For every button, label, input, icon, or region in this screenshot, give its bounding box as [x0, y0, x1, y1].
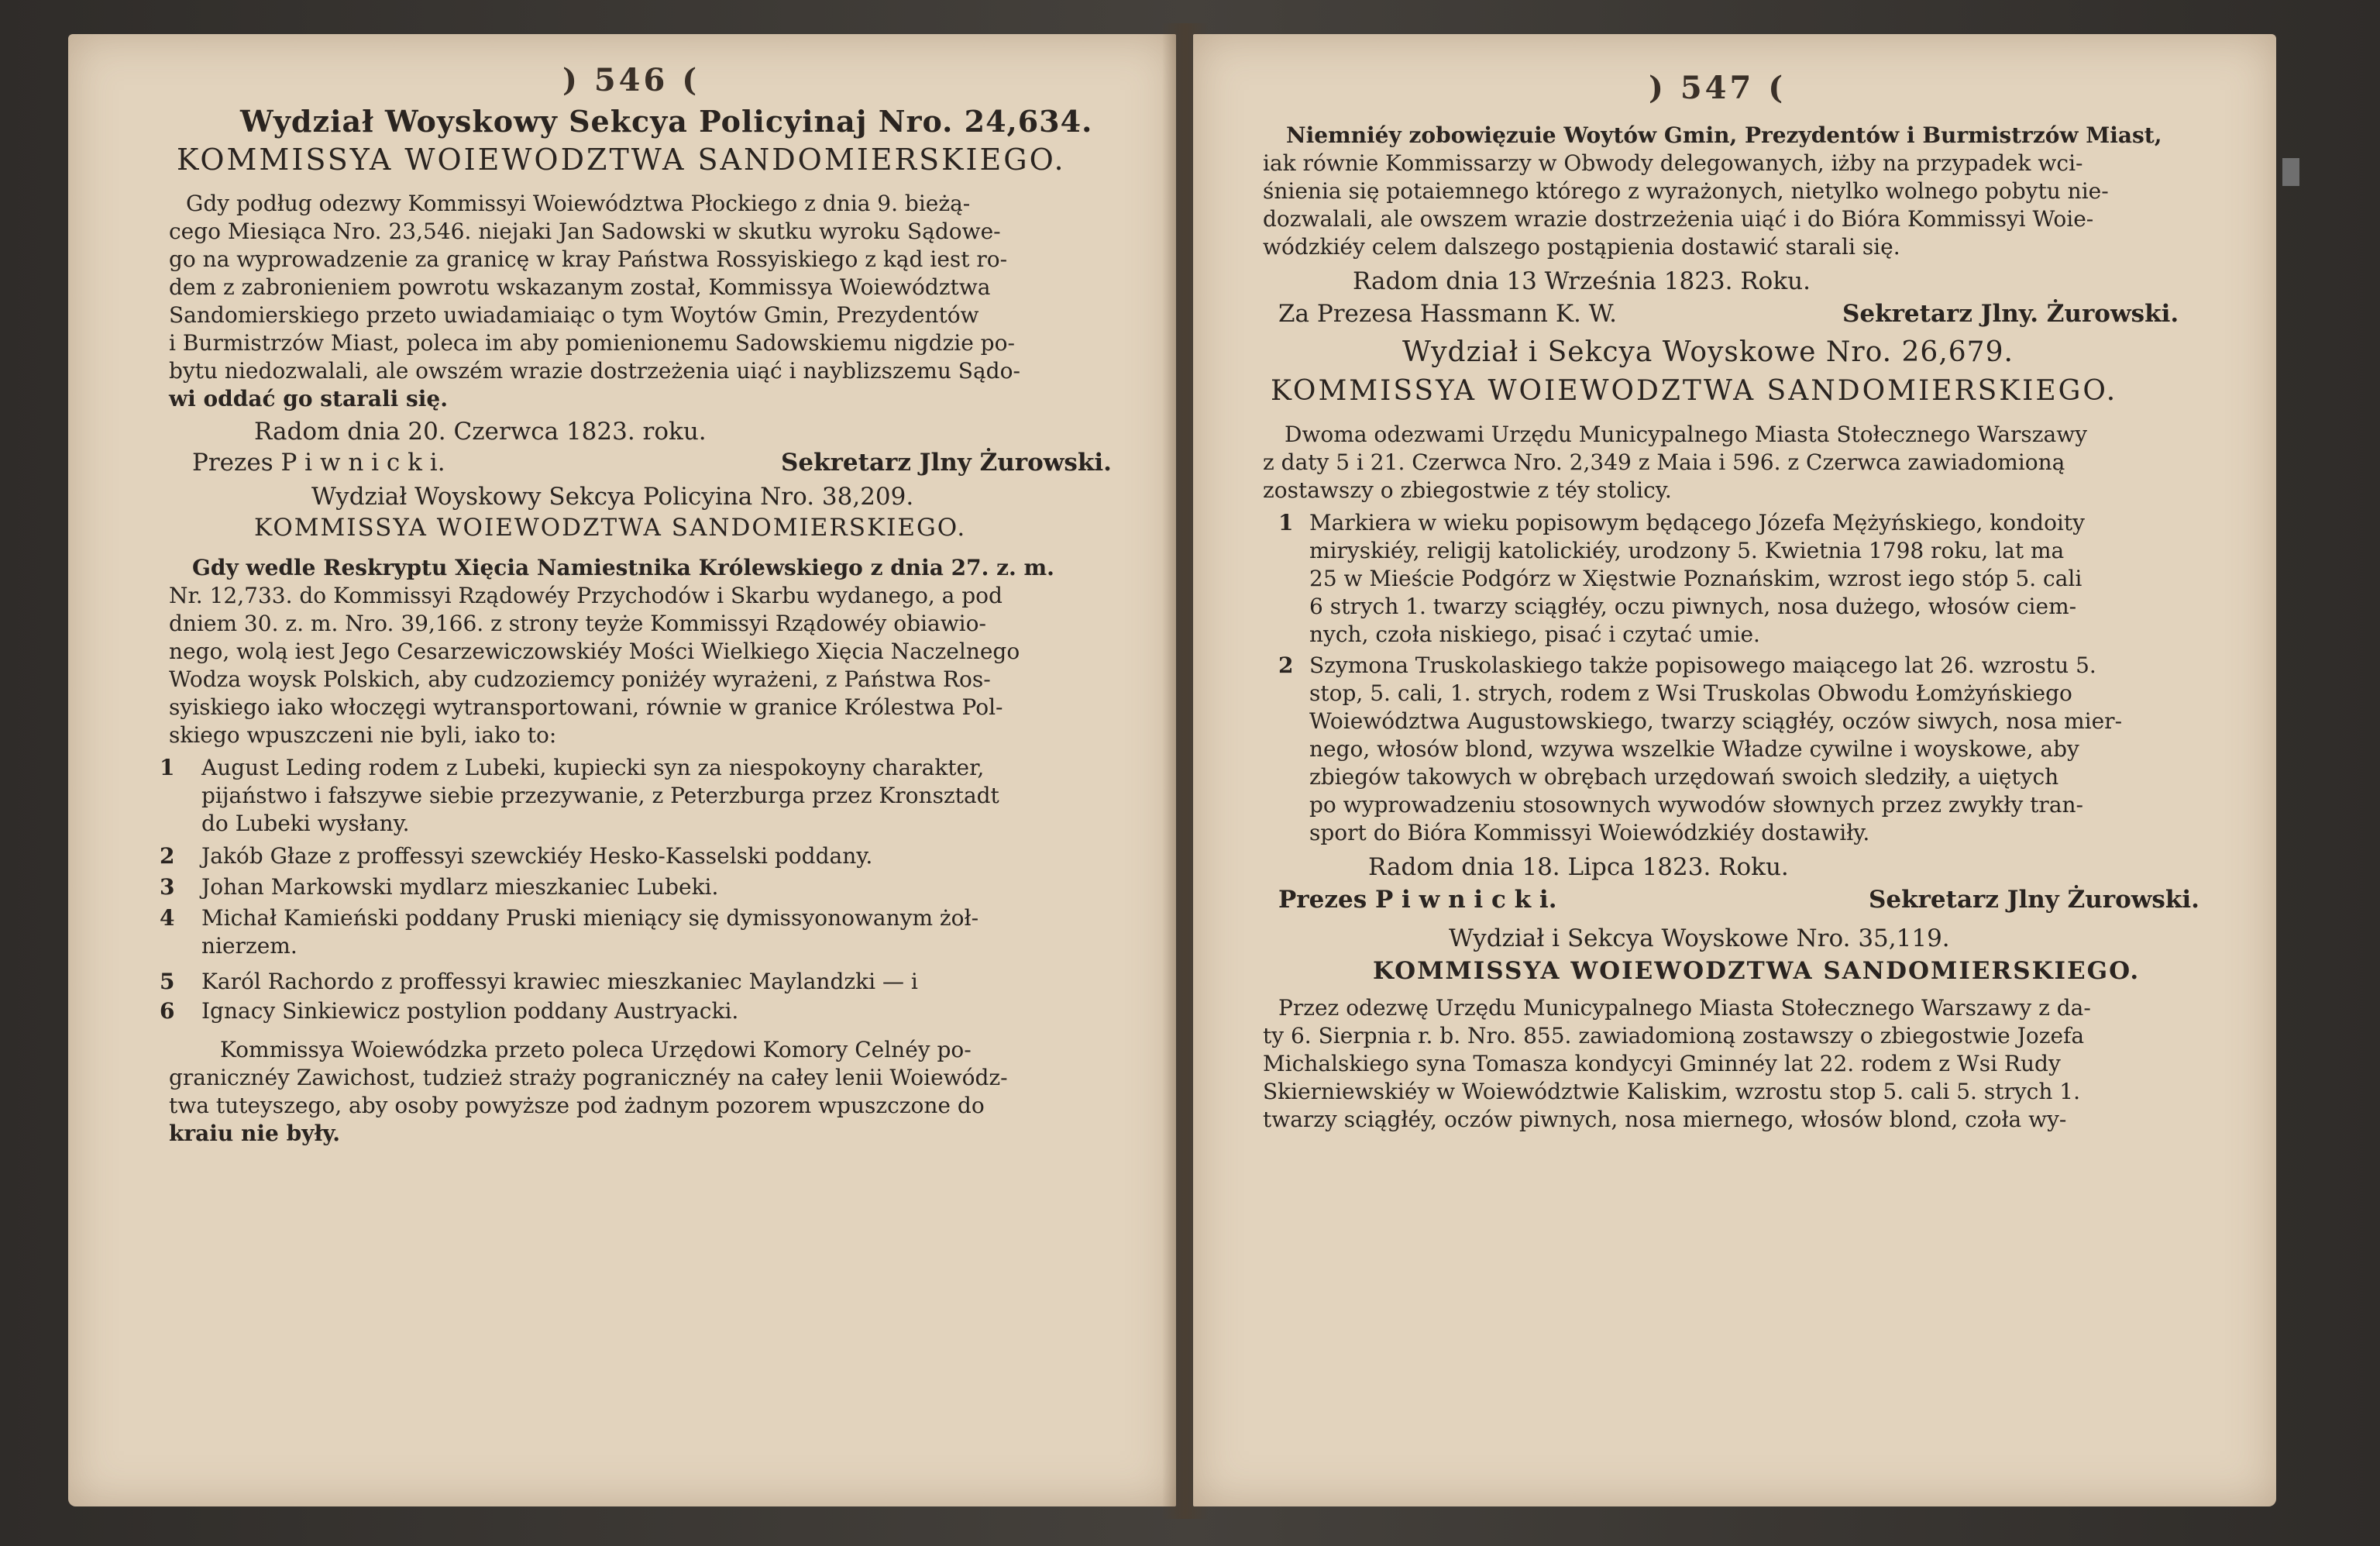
continuation-line: wódzkiéy celem dalszego postąpienia dostawić starali się.: [1263, 234, 1900, 260]
list-item: 6 strych 1. twarzy sciągłéy, oczu piwnych, nosa dużego, włosów ciem-: [1309, 594, 2077, 619]
continuation-line: Niemniéy zobowięzuie Woytów Gmin, Prezydentów i Burmistrzów Miast,: [1286, 122, 2162, 148]
continuation-line: śnienia się potaiemnego którego z wyrażonych, nietylko wolnego pobytu nie-: [1263, 178, 2109, 204]
notice1-commission: KOMMISSYA WOIEWODZTWA SANDOMIERSKIEGO.: [177, 143, 1066, 177]
list-item-number: 1: [160, 755, 175, 780]
notice3-date: Radom dnia 18. Lipca 1823. Roku.: [1368, 853, 1789, 881]
list-item-number: 4: [160, 905, 175, 931]
list-item: Johan Markowski mydlarz mieszkaniec Lubeki.: [201, 874, 719, 900]
continuation-line: iak równie Kommissarzy w Obwody delegowanych, iżby na przypadek wci-: [1263, 150, 2083, 176]
list-item: Jakób Głaze z proffessyi szewckiéy Hesko-Kasselski poddany.: [201, 843, 873, 869]
page-number-left: ) 546 (: [562, 62, 700, 98]
list-item: Michał Kamieński poddany Pruski mieniący się dymissyonowanym żoł-: [201, 905, 979, 931]
notice3-title: Wydział i Sekcya Woyskowe Nro. 26,679.: [1402, 336, 2014, 368]
notice1-line: Sandomierskiego przeto uwiadamiaiąc o tym Woytów Gmin, Prezydentów: [169, 302, 979, 328]
date-1: Radom dnia 13 Września 1823. Roku.: [1353, 267, 1811, 295]
notice2-closing-line: granicznéy Zawichost, tudzież straży pogranicznéy na całey lenii Woiewódz-: [169, 1065, 1008, 1090]
notice2-line: syiskiego iako włoczęgi wytransportowani, równie w granice Królestwa Pol-: [169, 694, 1003, 720]
list-item: po wyprowadzeniu stosownych wywodów słownych przez zwykły tran-: [1309, 792, 2084, 818]
notice4-line: twarzy sciągłéy, oczów piwnych, nosa miernego, włosów blond, czoła wy-: [1263, 1107, 2067, 1132]
notice2-closing-line: twa tuteyszego, aby osoby powyższe pod żadnym pozorem wpuszczone do: [169, 1093, 985, 1118]
list-item: stop, 5. cali, 1. strych, rodem z Wsi Truskolas Obwodu Łomżyńskiego: [1309, 680, 2072, 706]
notice3-line: zostawszy o zbiegostwie z téy stolicy.: [1263, 477, 1672, 503]
list-item: 25 w Mieście Podgórz w Xięstwie Poznańskim, wzrost iego stóp 5. cali: [1309, 566, 2082, 591]
notice2-closing-line: kraiu nie były.: [169, 1121, 341, 1146]
notice2-closing-line: Kommissya Woiewódzka przeto poleca Urzędowi Komory Celnéy po-: [220, 1037, 972, 1062]
list-item: miryskiéy, religij katolickiéy, urodzony 5. Kwietnia 1798 roku, lat ma: [1309, 538, 2065, 563]
notice2-line: nego, wolą iest Jego Cesarzewiczowskiéy Mości Wielkiego Xięcia Naczelnego: [169, 639, 1020, 664]
list-item: sport do Bióra Kommissyi Woiewódzkiéy dostawiły.: [1309, 820, 1870, 845]
list-item: nego, włosów blond, wzywa wszelkie Władze cywilne i woyskowe, aby: [1309, 736, 2079, 762]
notice2-line: Wodza woysk Polskich, aby cudzoziemcy poniżéy wyrażeni, z Państwa Ros-: [169, 666, 991, 692]
notice4-line: ty 6. Sierpnia r. b. Nro. 855. zawiadomioną zostawszy o zbiegostwie Jozefa: [1263, 1023, 2085, 1048]
list-item: Markiera w wieku popisowym będącego Józefa Mężyńskiego, kondoity: [1309, 510, 2085, 535]
notice1-line: bytu niedozwalali, ale owszém wrazie dostrzeżenia uiąć i nayblizszemu Sądo-: [169, 358, 1020, 384]
notice1-line: cego Miesiąca Nro. 23,546. niejaki Jan Sadowski w skutku wyroku Sądowe-: [169, 219, 1001, 244]
list-item-number: 2: [1278, 652, 1294, 678]
notice1-signature-secretary: Sekretarz Jlny Żurowski.: [781, 449, 1112, 477]
notice2-title: Wydział Woyskowy Sekcya Policyina Nro. 38,209.: [311, 483, 914, 511]
right-page: [1193, 34, 2276, 1506]
notice1-signature-president: Prezes P i w n i c k i.: [192, 449, 445, 477]
notice2-line: skiego wpuszczeni nie byli, iako to:: [169, 722, 557, 748]
notice1-line: dem z zabronieniem powrotu wskazanym został, Kommissya Woiewództwa: [169, 274, 991, 300]
notice3-line: Dwoma odezwami Urzędu Municypalnego Miasta Stołecznego Warszawy: [1285, 422, 2088, 447]
notice3-signature-secretary: Sekretarz Jlny Żurowski.: [1869, 886, 2199, 914]
list-item: pijaństwo i fałszywe siebie przezywanie, z Peterzburga przez Kronsztadt: [201, 783, 999, 808]
list-item: nierzem.: [201, 933, 298, 959]
list-item: nych, czoła niskiego, pisać i czytać umie.: [1309, 621, 1760, 647]
list-item: Szymona Truskolaskiego także popisowego maiącego lat 26. wzrostu 5.: [1309, 652, 2096, 678]
list-item-number: 6: [160, 998, 175, 1024]
list-item-number: 2: [160, 843, 175, 869]
notice2-line: Nr. 12,733. do Kommissyi Rządowéy Przychodów i Skarbu wydanego, a pod: [169, 583, 1003, 608]
notice4-line: Skierniewskiéy w Woiewództwie Kaliskim, wzrostu stop 5. cali 5. strych 1.: [1263, 1079, 2080, 1104]
notice4-title: Wydział i Sekcya Woyskowe Nro. 35,119.: [1449, 925, 1950, 952]
page-number-right: ) 547 (: [1649, 70, 1787, 106]
notice4-line: Przez odezwę Urzędu Municypalnego Miasta Stołecznego Warszawy z da-: [1278, 995, 2091, 1021]
notice3-signature-president: Prezes P i w n i c k i.: [1278, 886, 1557, 914]
notice1-title: Wydział Woyskowy Sekcya Policyinaj Nro. 24,634.: [240, 104, 1093, 139]
list-item: Karól Rachordo z proffessyi krawiec mieszkaniec Maylandzki — i: [201, 969, 918, 994]
left-page: [68, 34, 1176, 1506]
list-item: zbiegów takowych w obrębach urzędowań swoich sledziły, a uiętych: [1309, 764, 2059, 790]
notice4-line: Michalskiego syna Tomasza kondycyi Gminnéy lat 22. rodem z Wsi Rudy: [1263, 1051, 2061, 1076]
list-item-number: 1: [1278, 510, 1294, 535]
signature-secretary-1: Sekretarz Jlny. Żurowski.: [1842, 300, 2179, 328]
list-item: Ignacy Sinkiewicz postylion poddany Austryacki.: [201, 998, 739, 1024]
list-item: do Lubeki wysłany.: [201, 811, 410, 836]
list-item: August Leding rodem z Lubeki, kupiecki syn za niespokoyny charakter,: [201, 755, 985, 780]
notice1-date: Radom dnia 20. Czerwca 1823. roku.: [254, 418, 707, 446]
notice1-line: Gdy podług odezwy Kommissyi Woiewództwa Płockiego z dnia 9. bieżą-: [186, 191, 971, 216]
notice2-line: dniem 30. z. m. Nro. 39,166. z strony teyże Kommissyi Rządowéy obiawio-: [169, 611, 986, 636]
notice1-line: i Burmistrzów Miast, poleca im aby pomienionemu Sadowskiemu nigdzie po-: [169, 330, 1015, 356]
notice1-line: go na wyprowadzenie za granicę w kray Państwa Rossyiskiego z kąd iest ro-: [169, 246, 1008, 272]
notice4-commission: KOMMISSYA WOIEWODZTWA SANDOMIERSKIEGO.: [1373, 957, 2141, 985]
list-item-number: 5: [160, 969, 175, 994]
page-tab-marker: [2282, 158, 2299, 186]
signature-deputy: Za Prezesa Hassmann K. W.: [1278, 300, 1617, 328]
notice2-line: Gdy wedle Reskryptu Xięcia Namiestnika Królewskiego z dnia 27. z. m.: [192, 555, 1054, 580]
notice3-commission: KOMMISSYA WOIEWODZTWA SANDOMIERSKIEGO.: [1271, 375, 2118, 407]
notice1-line: wi oddać go starali się.: [169, 386, 448, 411]
list-item-number: 3: [160, 874, 175, 900]
list-item: Woiewództwa Augustowskiego, twarzy sciągłéy, oczów siwych, nosa mier-: [1309, 708, 2123, 734]
notice2-commission: KOMMISSYA WOIEWODZTWA SANDOMIERSKIEGO.: [254, 514, 967, 542]
notice3-line: z daty 5 i 21. Czerwca Nro. 2,349 z Maia i 596. z Czerwca zawiadomioną: [1263, 449, 2065, 475]
continuation-line: dozwalali, ale owszem wrazie dostrzeżenia uiąć i do Bióra Kommissyi Woie-: [1263, 206, 2094, 232]
